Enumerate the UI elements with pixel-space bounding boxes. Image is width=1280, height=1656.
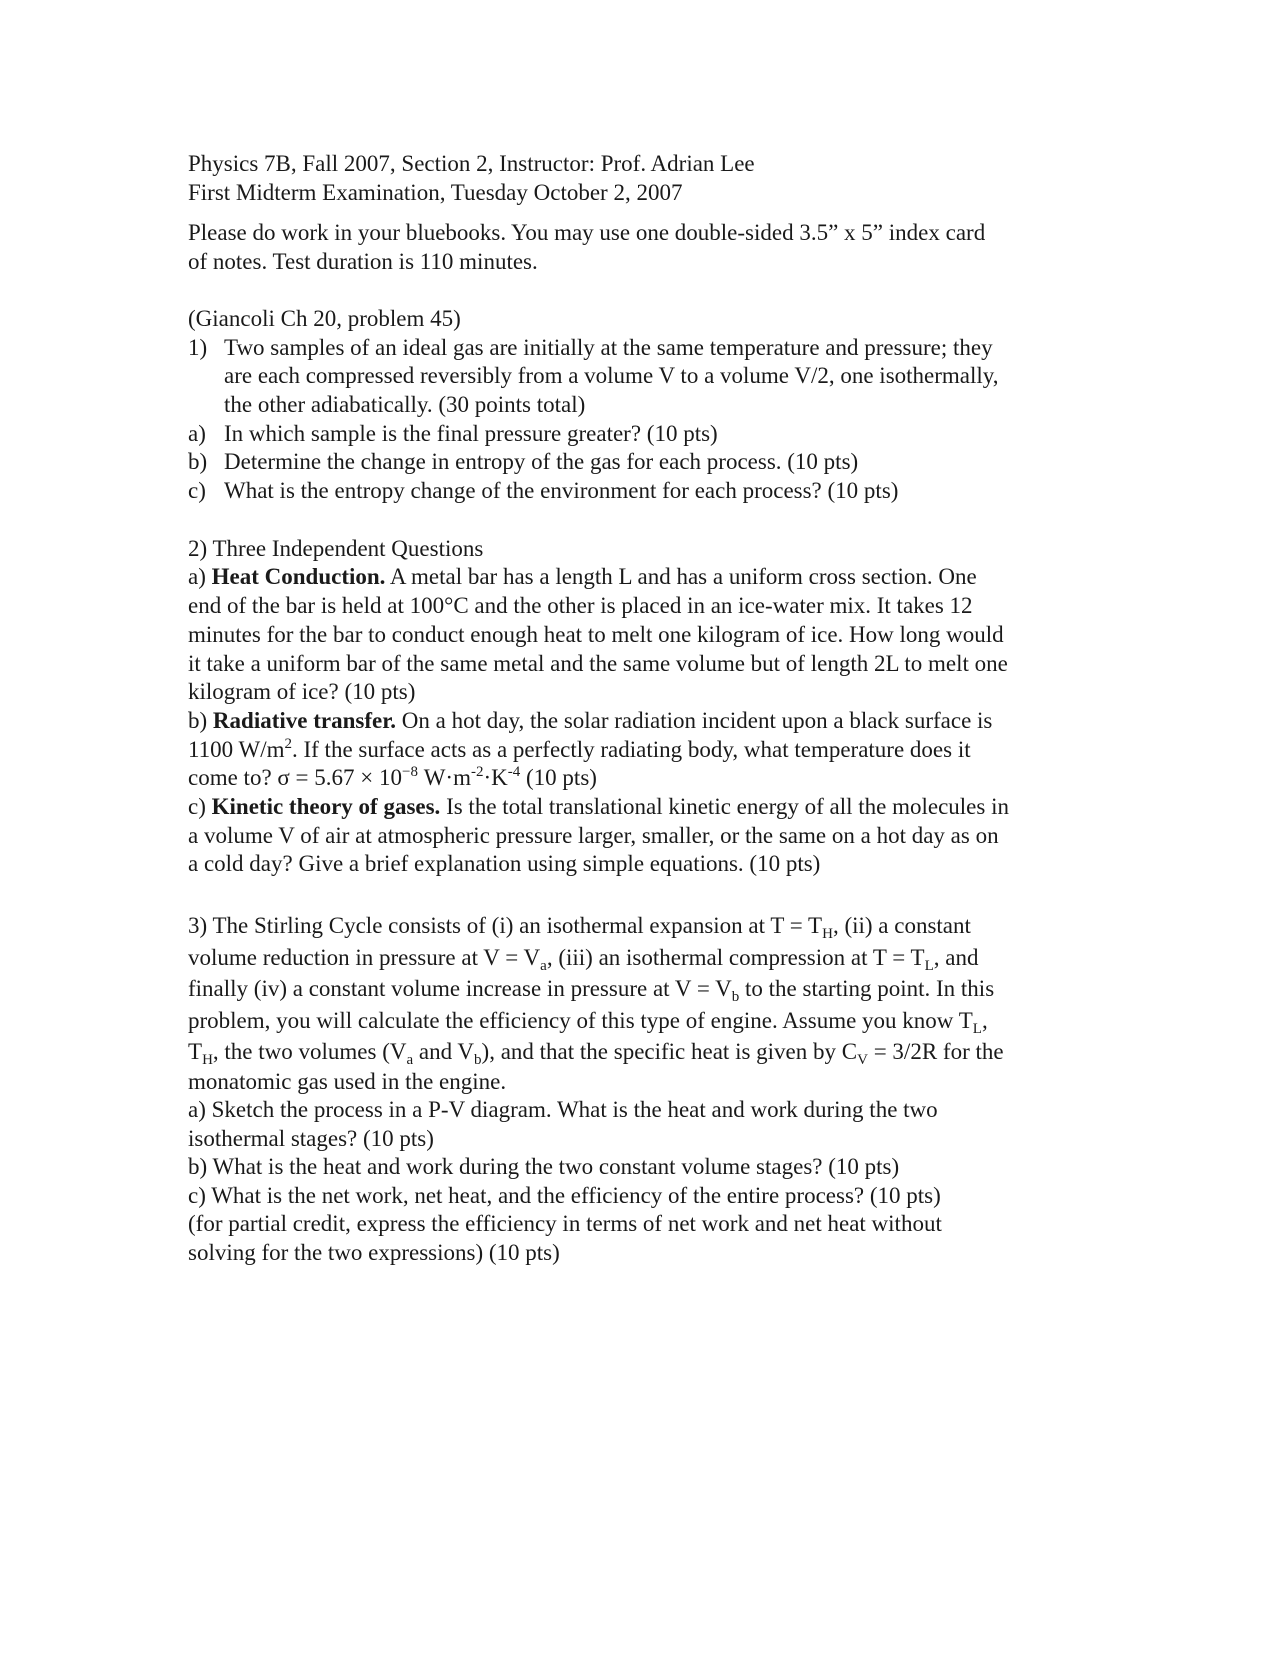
part-text-line: come to? $\sigma = 5.67 \times 10^{-8}$ $W\cdot m^{-2}\cdot K^{-4}$ (10 pts) [188, 764, 597, 791]
question-3-part-a: a) Sketch the process in a P-V diagram. What is the heat and work during the two [188, 1097, 938, 1123]
part-text-line: kilogram of ice? (10 pts) [188, 679, 416, 705]
question-3-part-c: c) What is the net work, net heat, and the efficiency of the entire process? (10 pts) [188, 1182, 941, 1208]
exam-header [188, 150, 1098, 207]
question-2-part-c [188, 793, 1098, 879]
part-text: On a hot day, the solar radiation incident upon a black surface is [396, 707, 993, 733]
part-text-line: a volume V of air at atmospheric pressure larger, smaller, or the same on a hot day as on [188, 822, 999, 848]
question-1-part-b [188, 448, 1098, 477]
question-text-line: Two samples of an ideal gas are initially at the same temperature and pressure; they [224, 334, 993, 360]
question-text-line: 3) The Stirling Cycle consists of (i) an isothermal expansion at $T = T_H$, (ii) a constant [188, 913, 971, 943]
part-heading: Heat Conduction. [211, 564, 386, 590]
exam-instructions [188, 219, 1098, 276]
question-text-line: $T_H$, the two volumes ($V_a$ and $V_b$), and that the specific heat is given by $C_V = 3/2R$ for the [188, 1039, 1004, 1069]
question-text-line: are each compressed reversibly from a volume V to a volume V/2, one isothermally, [224, 363, 999, 389]
question-2-title: 2) Three Independent Questions [188, 535, 484, 561]
part-text-line: end of the bar is held at 100°C and the other is placed in an ice-water mix. It takes 12 [188, 593, 973, 619]
part-label: a) [188, 564, 206, 590]
course-title: Physics 7B, Fall 2007, Section 2, Instructor: Prof. Adrian Lee [188, 151, 755, 176]
question-text-line: volume reduction in pressure at $V = V_a$, (iii) an isothermal compression at $T = T_L$, and [188, 944, 979, 974]
question-1-source: (Giancoli Ch 20, problem 45) [188, 305, 461, 331]
question-1-stem [188, 334, 1098, 420]
question-1 [188, 305, 1098, 506]
part-text: A metal bar has a length L and has a uniform cross section. One [385, 564, 977, 590]
exam-title: First Midterm Examination, Tuesday October 2, 2007 [188, 179, 683, 205]
part-label: b) [188, 707, 208, 733]
part-text-line: it take a uniform bar of the same metal and the same volume but of length 2L to melt one [188, 650, 1008, 676]
instructions-line: Please do work in your bluebooks. You may use one double-sided 3.5” x 5” index card [188, 220, 986, 246]
question-3 [188, 910, 1098, 1267]
question-2-part-b [188, 707, 1098, 793]
part-heading: Kinetic theory of gases. [211, 794, 441, 820]
part-text: What is the entropy change of the environment for each process? (10 pts) [224, 478, 899, 504]
part-text-line: minutes for the bar to conduct enough heat to melt one kilogram of ice. How long would [188, 621, 1004, 647]
exam-page [188, 150, 1098, 1267]
part-label: a) [188, 420, 206, 446]
question-3-part-a-cont: isothermal stages? (10 pts) [188, 1125, 434, 1151]
question-text-line: problem, you will calculate the efficiency of this type of engine. Assume you know $T_L$, [188, 1007, 988, 1037]
question-1-part-a [188, 420, 1098, 449]
part-text: In which sample is the final pressure greater? (10 pts) [224, 420, 718, 446]
instructions-line: of notes. Test duration is 110 minutes. [188, 249, 538, 275]
part-text: Determine the change in entropy of the gas for each process. (10 pts) [224, 449, 859, 475]
part-text-line: a cold day? Give a brief explanation using simple equations. (10 pts) [188, 851, 821, 877]
question-text-line: monatomic gas used in the engine. [188, 1068, 507, 1094]
part-text-line: 1100 $W/m^2$. If the surface acts as a perfectly radiating body, what temperature does it [188, 735, 971, 762]
question-3-part-b: b) What is the heat and work during the two constant volume stages? (10 pts) [188, 1154, 900, 1180]
question-3-note: solving for the two expressions) (10 pts) [188, 1239, 560, 1265]
part-label: c) [188, 794, 206, 820]
part-heading: Radiative transfer. [212, 707, 397, 733]
question-number: 1) [188, 334, 208, 360]
question-text-line: finally (iv) a constant volume increase in pressure at $V = V_b$ to the starting point. In this [188, 976, 995, 1006]
question-1-part-c [188, 477, 1098, 506]
question-text-line: the other adiabatically. (30 points total) [224, 391, 586, 417]
question-3-note: (for partial credit, express the efficiency in terms of net work and net heat without [188, 1211, 942, 1237]
question-2 [188, 535, 1098, 879]
part-label: c) [188, 478, 206, 504]
part-label: b) [188, 449, 208, 475]
question-2-part-a [188, 563, 1098, 707]
part-text: Is the total translational kinetic energy of all the molecules in [440, 794, 1009, 820]
